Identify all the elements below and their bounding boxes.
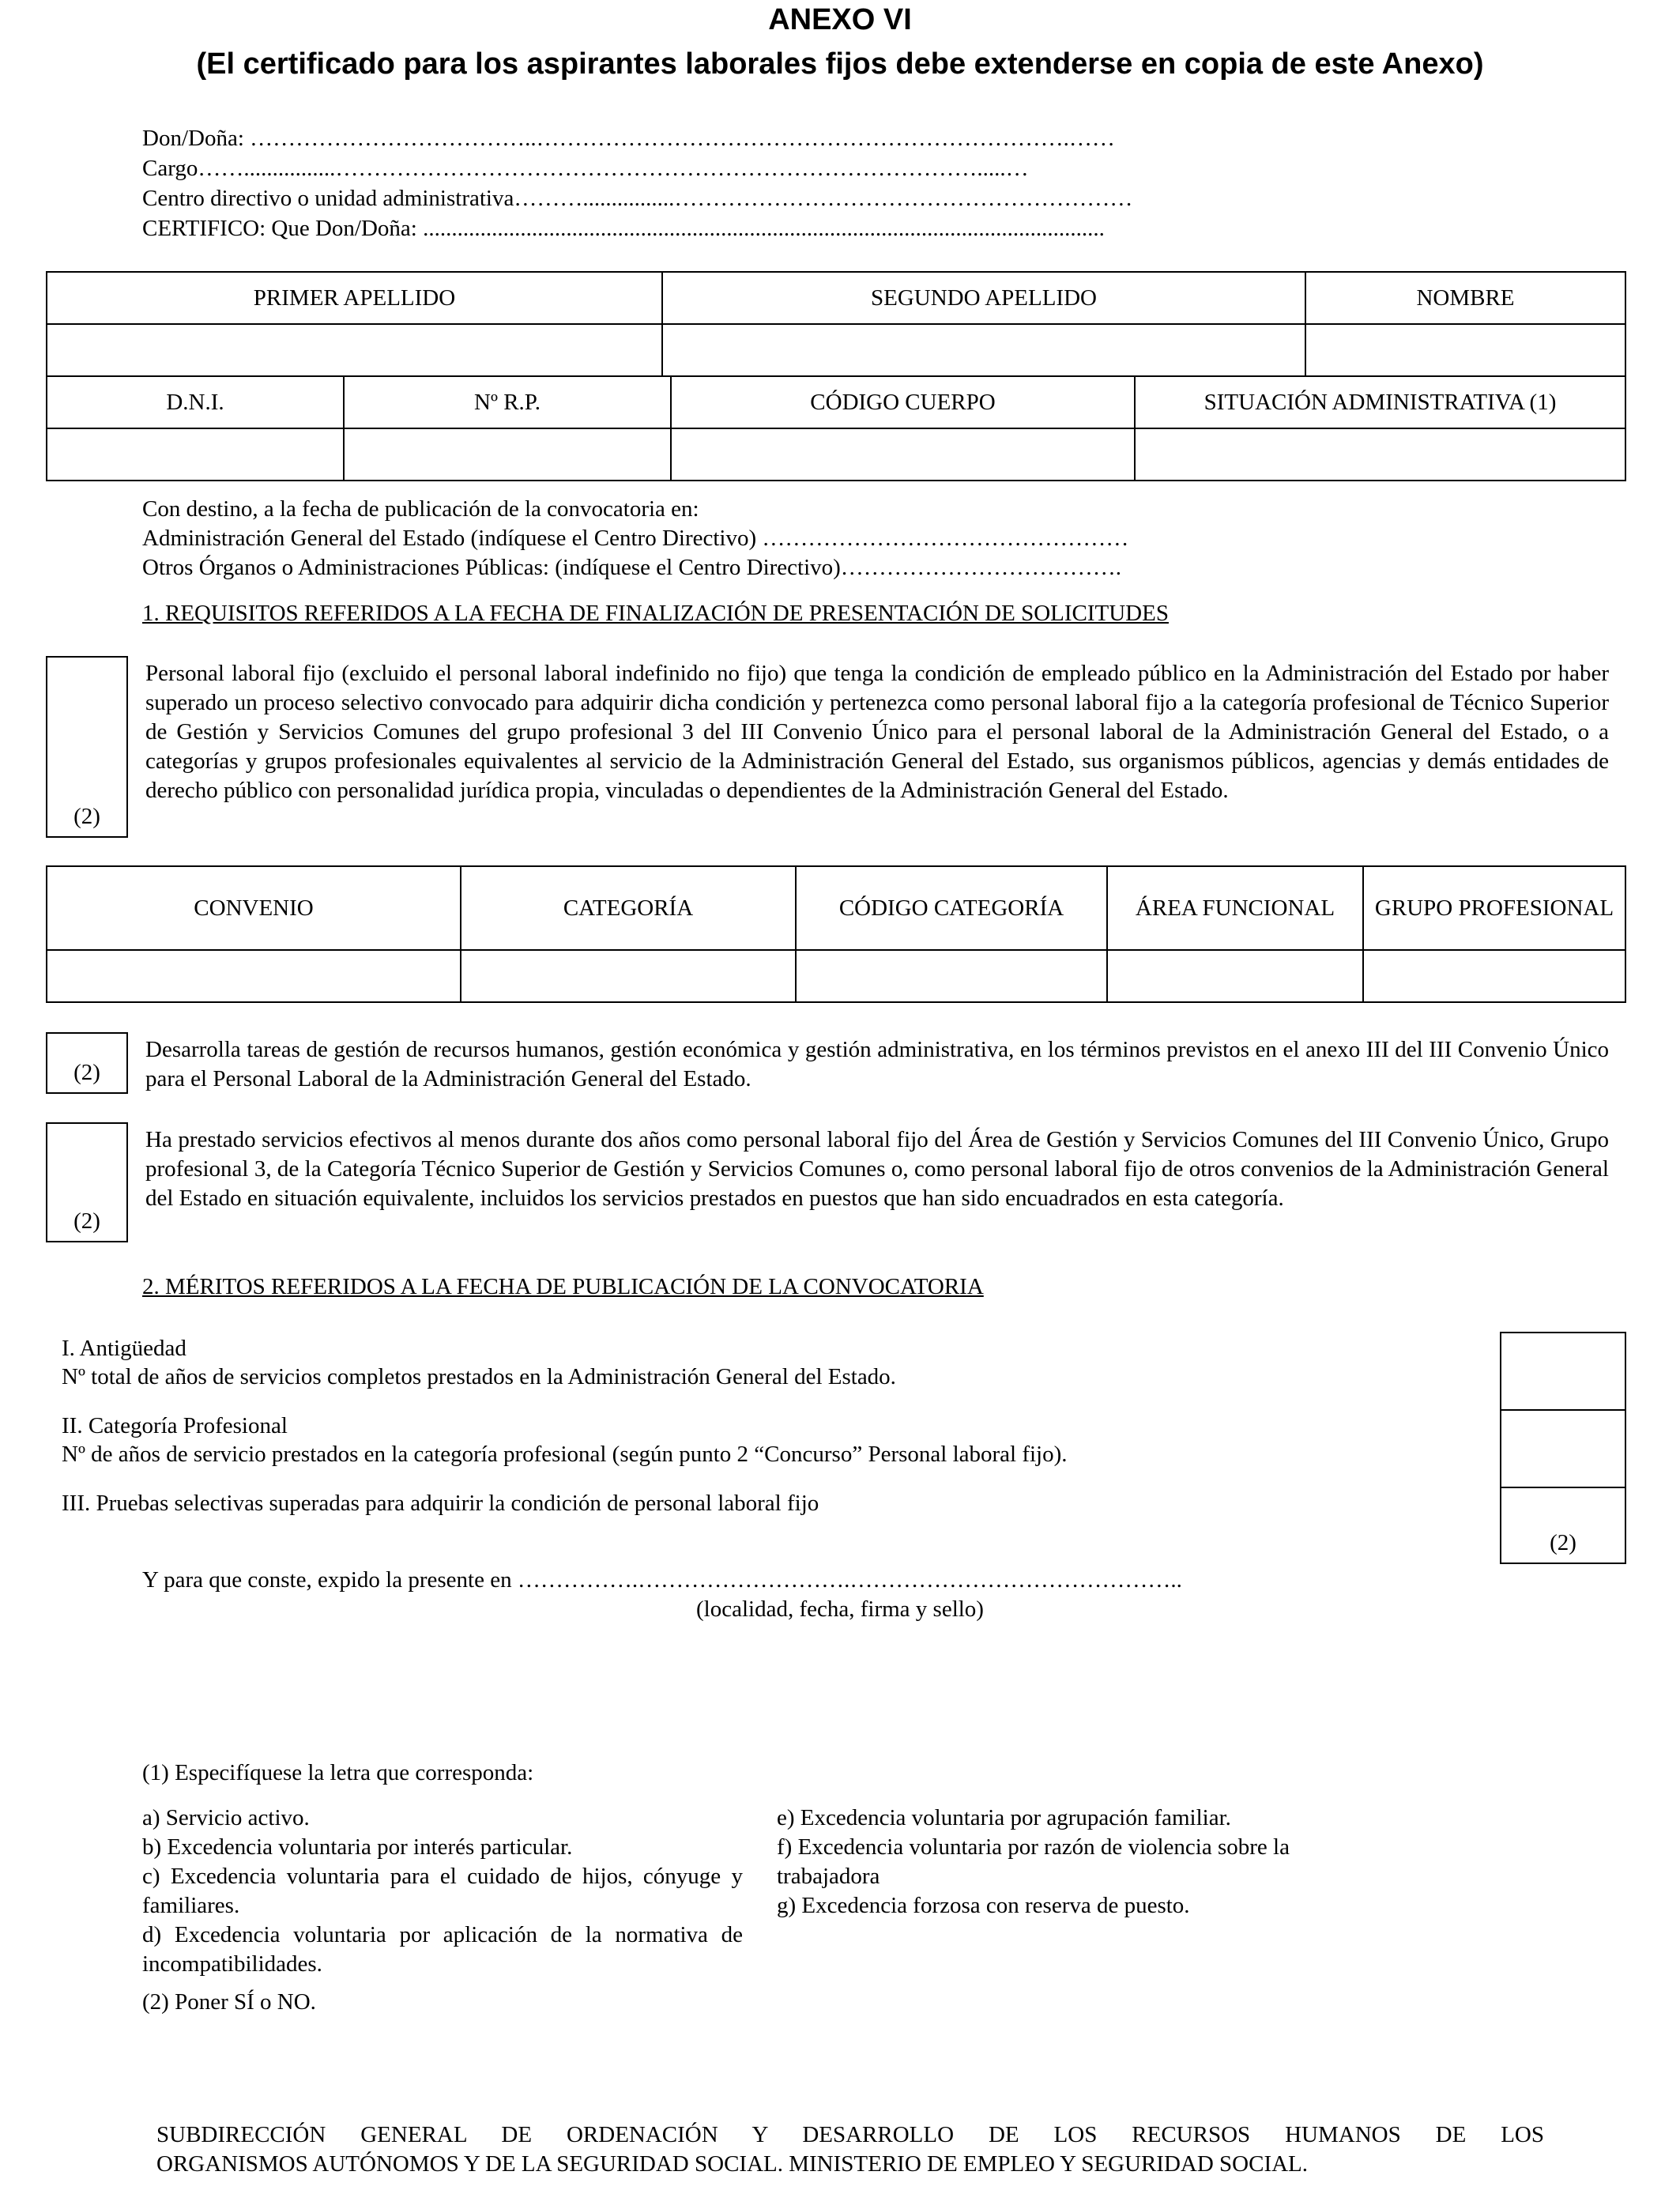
antiguedad-text: Nº total de años de servicios completos prestados en la Administración General del Estado. — [62, 1364, 896, 1389]
nota-b: b) Excedencia voluntaria por interés particular. — [142, 1834, 573, 1860]
nota-a: a) Servicio activo. — [142, 1805, 310, 1830]
antiguedad-title: I. Antigüedad — [62, 1336, 186, 1361]
annex-subtitle: (El certificado para los aspirantes laborales fijos debe extenderse en copia de este Anexo) — [196, 47, 1484, 81]
expido-line[interactable]: Y para que conste, expido la presente en …………….……………………….…………………………………….. — [142, 1567, 1182, 1593]
requisito3-checkbox[interactable] — [46, 1122, 128, 1242]
requisito3-note: (2) — [73, 1208, 100, 1234]
categoria-text: Nº de años de servicio prestados en la categoría profesional (según punto 2 “Concurso” Personal laboral fijo). — [62, 1442, 1068, 1467]
nota1-title: (1) Especifíquese la letra que corresponda: — [142, 1760, 534, 1785]
section1-title: 1. REQUISITOS REFERIDOS A LA FECHA DE FINALIZACIÓN DE PRESENTACIÓN DE SOLICITUDES — [142, 601, 1169, 626]
input-categoria[interactable] — [461, 950, 796, 1002]
nota-e: e) Excedencia voluntaria por agrupación familiar. — [777, 1805, 1231, 1830]
destino-intro: Con destino, a la fecha de publicación de la convocatoria en: — [142, 496, 699, 522]
footer-line2: ORGANISMOS AUTÓNOMOS Y DE LA SEGURIDAD SOCIAL. MINISTERIO DE EMPLEO Y SEGURIDAD SOCIAL. — [156, 2151, 1309, 2177]
requisito1-note: (2) — [73, 804, 100, 829]
requisito2-text: Desarrolla tareas de gestión de recursos humanos, gestión económica y gestión administrativa, en los términos previstos en el anexo III del III Convenio Único para el Personal Laboral de la Administración General del Estado. — [145, 1037, 1609, 1091]
input-codigo-categoria[interactable] — [796, 950, 1107, 1002]
destino-age[interactable]: Administración General del Estado (indíquese el Centro Directivo) ………………………………………… — [142, 526, 1129, 551]
header-nrp: Nº R.P. — [344, 376, 671, 428]
nota-g: g) Excedencia forzosa con reserva de puesto. — [777, 1893, 1190, 1918]
field-centro-directivo[interactable]: Centro directivo o unidad administrativa………................…………………………………………………… — [142, 186, 1133, 211]
pruebas-box[interactable] — [1500, 1487, 1626, 1564]
section2-title: 2. MÉRITOS REFERIDOS A LA FECHA DE PUBLICACIÓN DE LA CONVOCATORIA — [142, 1274, 984, 1299]
personal-data-table-admin — [46, 375, 1626, 481]
input-segundo-apellido[interactable] — [662, 324, 1305, 376]
input-grupo-profesional[interactable] — [1363, 950, 1625, 1002]
header-nombre: NOMBRE — [1305, 272, 1625, 324]
header-primer-apellido: PRIMER APELLIDO — [47, 272, 662, 324]
requisito2-note: (2) — [73, 1060, 100, 1085]
nota-f: f) Excedencia voluntaria por razón de violencia sobre la trabajadora — [777, 1834, 1290, 1889]
header-codigo-categoria: CÓDIGO CATEGORÍA — [796, 866, 1107, 950]
nota-d: d) Excedencia voluntaria por aplicación de la normativa de incompatibilidades. — [142, 1922, 743, 1977]
nota2: (2) Poner SÍ o NO. — [142, 1989, 316, 2015]
requisito2-checkbox[interactable] — [46, 1032, 128, 1094]
field-certifico[interactable]: CERTIFICO: Que Don/Doña: ....................................................................................................................... — [142, 216, 1105, 241]
categoria-title: II. Categoría Profesional — [62, 1413, 288, 1438]
antiguedad-box[interactable] — [1500, 1332, 1626, 1411]
localidad-fecha-firma: (localidad, fecha, firma y sello) — [696, 1596, 984, 1622]
input-situacion-administrativa[interactable] — [1135, 428, 1625, 481]
input-convenio[interactable] — [47, 950, 461, 1002]
header-grupo-profesional: GRUPO PROFESIONAL — [1363, 866, 1625, 950]
input-nrp[interactable] — [344, 428, 671, 481]
header-segundo-apellido: SEGUNDO APELLIDO — [662, 272, 1305, 324]
categoria-box[interactable] — [1500, 1409, 1626, 1488]
header-convenio: CONVENIO — [47, 866, 461, 950]
convenio-table — [46, 865, 1626, 1003]
input-dni[interactable] — [47, 428, 344, 481]
requisito1-text: Personal laboral fijo (excluido el personal laboral indefinido no fijo) que tenga la condición de empleado público en la Administración del Estado por haber superado un proceso selectivo convocado para adquirir dicha condición y pertenezca como personal laboral fijo a la categoría profesional de Técnico Superior de Gestión y Servicios Comunes del grupo profesional 3 del III Convenio Único para el personal laboral de la Administración General del Estado, o a categorías y grupos profesionales equivalentes al servicio de la Administración General del Estado, sus organismos públicos, agencias y demás entidades de derecho público con personalidad jurídica propia, vinculadas o dependientes de la Administración General del Estado. — [145, 661, 1609, 803]
notas-right-column — [777, 1804, 1377, 1921]
input-nombre[interactable] — [1305, 324, 1625, 376]
header-dni: D.N.I. — [47, 376, 344, 428]
field-cargo[interactable]: Cargo……................………………………………………………………………………….....… — [142, 156, 1029, 181]
input-area-funcional[interactable] — [1107, 950, 1363, 1002]
header-codigo-cuerpo: CÓDIGO CUERPO — [671, 376, 1135, 428]
header-categoria: CATEGORÍA — [461, 866, 796, 950]
input-codigo-cuerpo[interactable] — [671, 428, 1135, 481]
field-don-dona[interactable]: Don/Doña: ………………………………..…………………………………………………………….…… — [142, 126, 1115, 151]
annex-title: ANEXO VI — [768, 3, 912, 36]
requisito3-text: Ha prestado servicios efectivos al menos durante dos años como personal laboral fijo del Área de Gestión y Servicios Comunes del III Convenio Único, Grupo profesional 3, de la Categoría Técnico Superior de Gestión y Servicios Comunes o, como personal laboral fijo de otros convenios de la Administración General del Estado en situación equivalente, incluidos los servicios prestados en puestos que han sido encuadrados en esta categoría. — [145, 1127, 1609, 1211]
personal-data-table-names — [46, 271, 1626, 377]
requisito1-checkbox[interactable] — [46, 656, 128, 838]
input-primer-apellido[interactable] — [47, 324, 662, 376]
header-area-funcional: ÁREA FUNCIONAL — [1107, 866, 1363, 950]
meritos-note: (2) — [1550, 1530, 1576, 1555]
footer-line1: SUBDIRECCIÓN GENERAL DE ORDENACIÓN Y DESARROLLO DE LOS RECURSOS HUMANOS DE LOS — [156, 2122, 1544, 2147]
notas-left-column — [142, 1804, 743, 1979]
pruebas-text: III. Pruebas selectivas superadas para adquirir la condición de personal laboral fijo — [62, 1491, 819, 1516]
destino-otros-organos[interactable]: Otros Órganos o Administraciones Públicas: (indíquese el Centro Directivo)………………………………. — [142, 555, 1122, 580]
nota-c: c) Excedencia voluntaria para el cuidado de hijos, cónyuge y familiares. — [142, 1864, 743, 1918]
header-situacion-administrativa: SITUACIÓN ADMINISTRATIVA (1) — [1135, 376, 1625, 428]
